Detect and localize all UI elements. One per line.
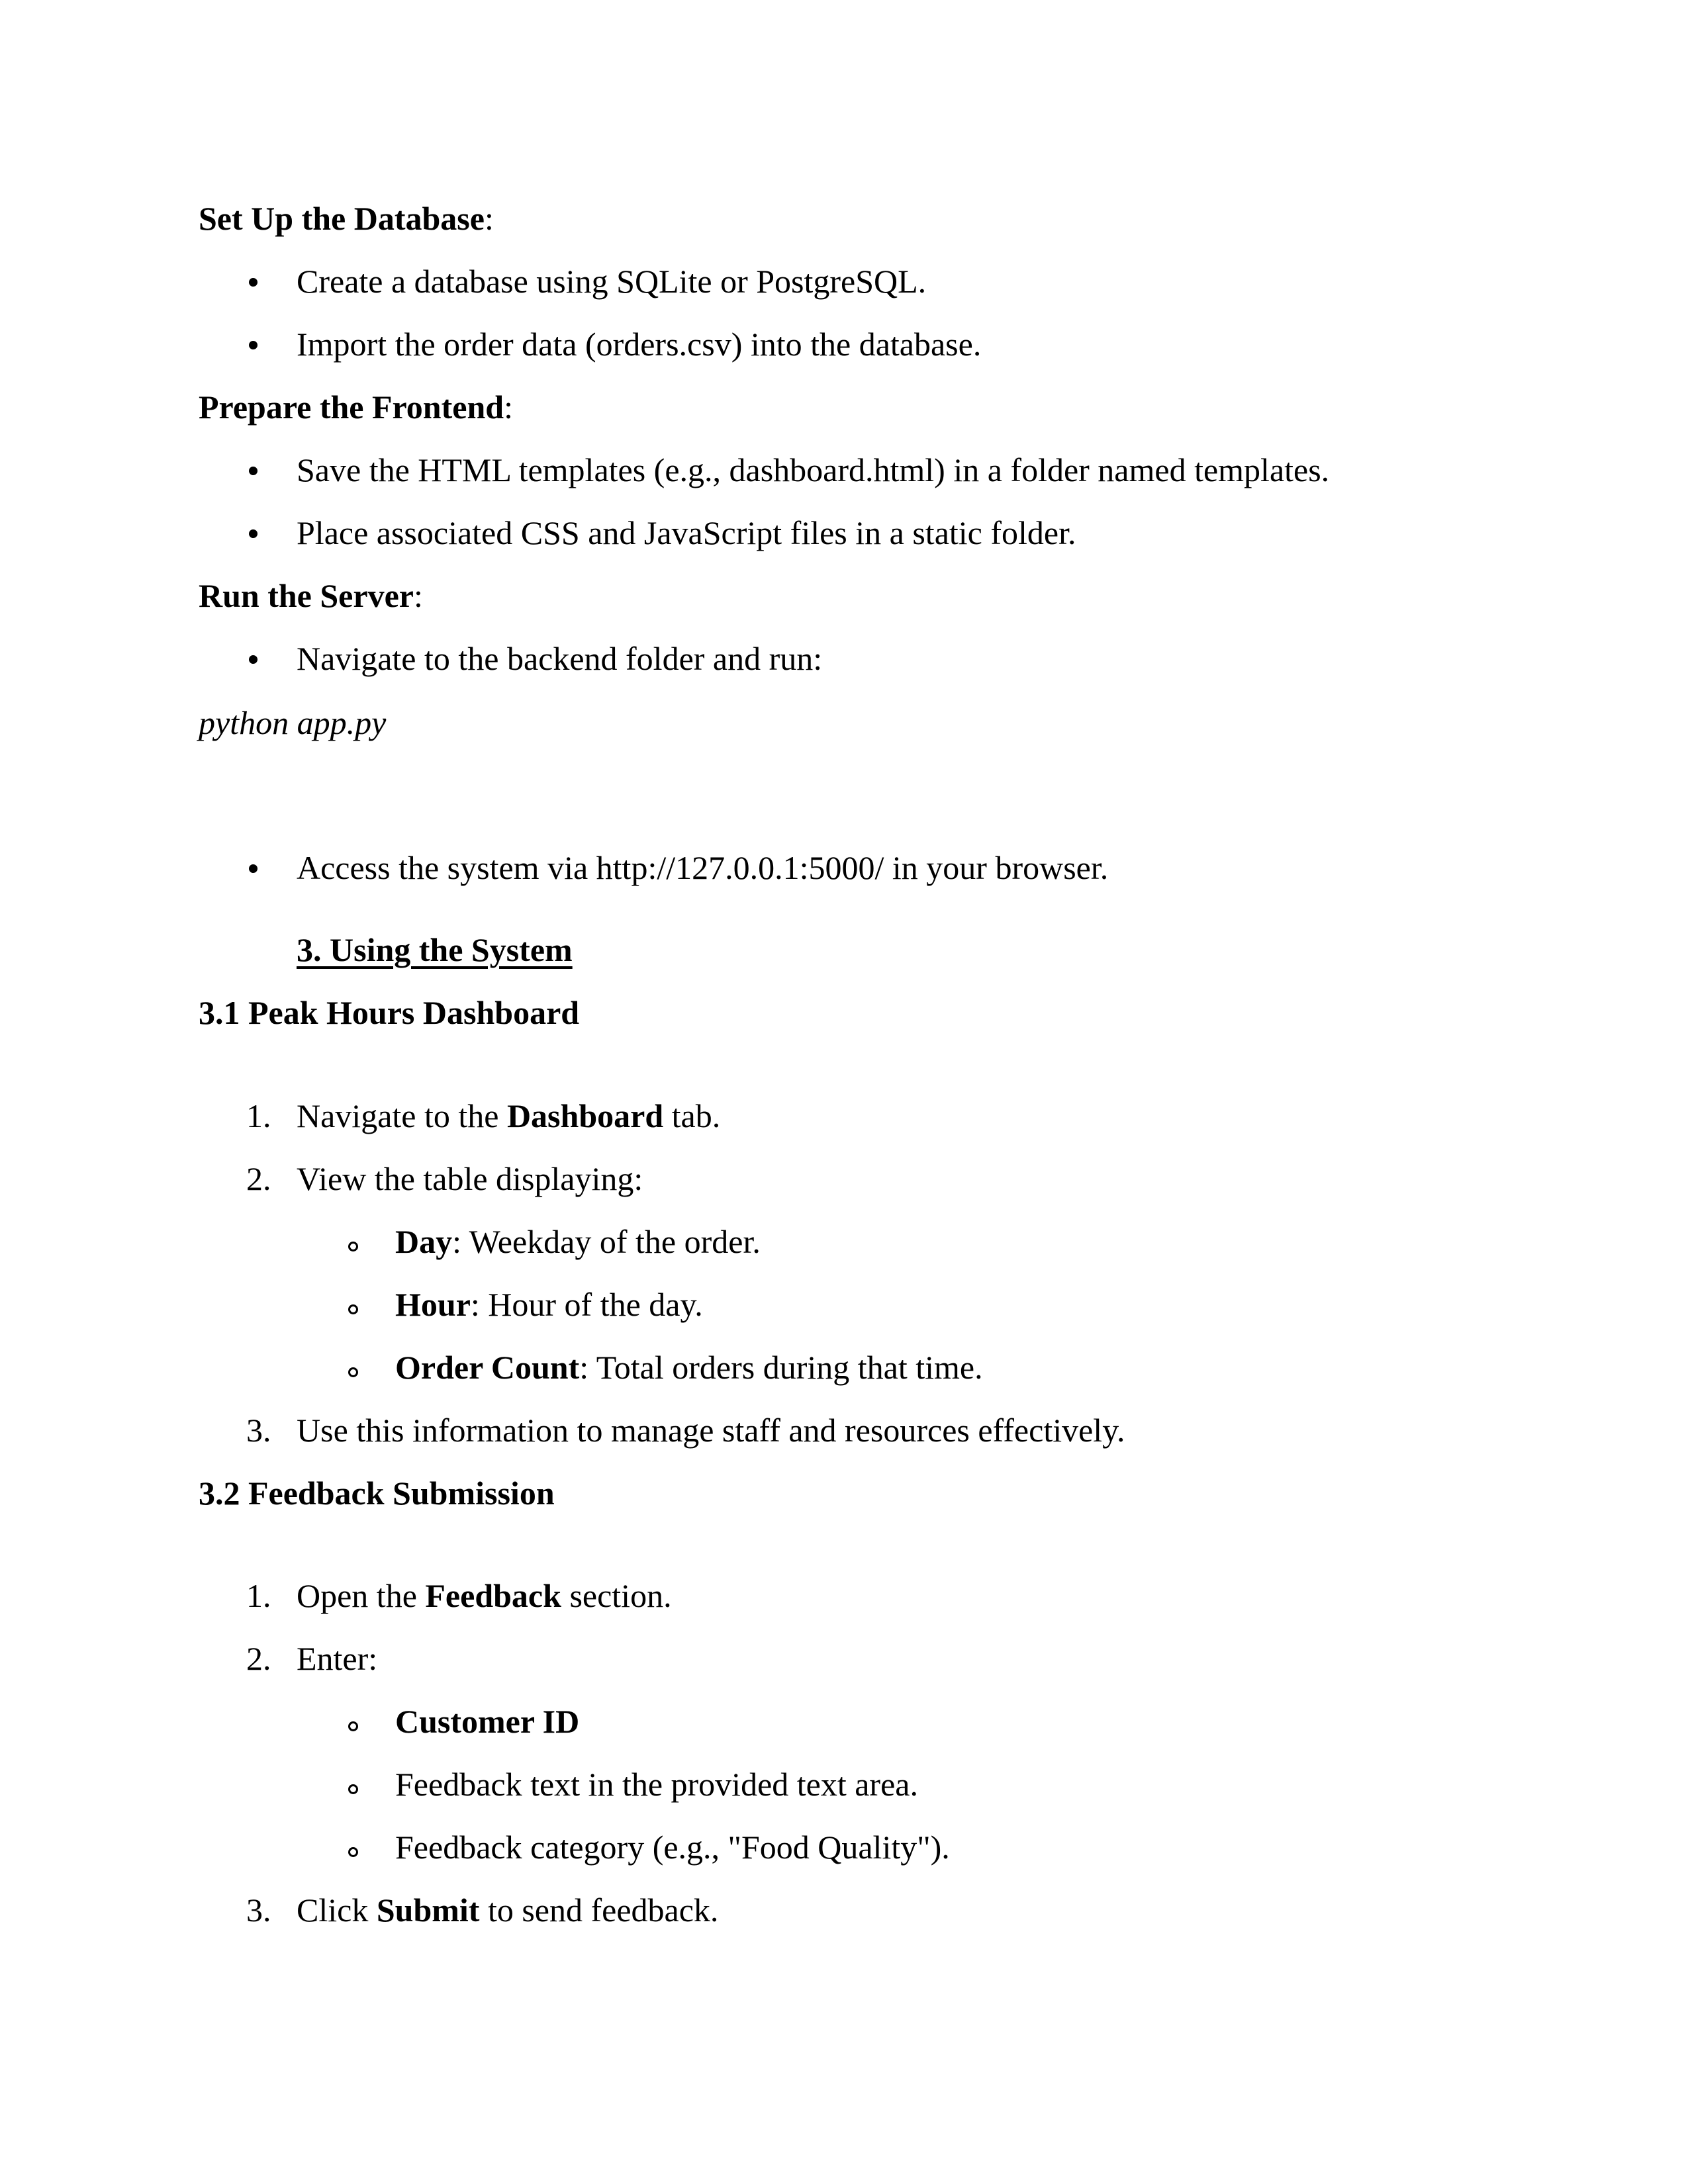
sub-item-text: : Total orders during that time.	[579, 1349, 983, 1386]
list-item	[297, 1096, 720, 1136]
list-item-text: section.	[561, 1577, 672, 1614]
sub-item-label: Order Count	[395, 1349, 580, 1386]
heading-colon: :	[484, 200, 494, 237]
section-heading-server	[199, 576, 423, 615]
section-title-using-system: 3. Using the System	[297, 931, 573, 968]
list-number: 1.	[246, 1577, 271, 1614]
bullet-icon	[249, 467, 258, 475]
section-heading-frontend	[199, 387, 513, 427]
heading-text: Run the Server	[199, 577, 414, 614]
list-item-text: tab.	[663, 1097, 721, 1134]
list-item-text: to send feedback.	[479, 1891, 719, 1929]
command-text: python app.py	[199, 704, 387, 741]
circle-bullet-icon	[348, 1242, 358, 1251]
list-item-text: Navigate to the	[297, 1097, 507, 1134]
sub-item-text: Feedback text in the provided text area.	[395, 1766, 918, 1803]
heading-colon: :	[413, 577, 423, 614]
list-item: Navigate to the backend folder and run:	[297, 640, 823, 677]
list-item	[297, 1576, 672, 1615]
list-item: Place associated CSS and JavaScript files in a static folder.	[297, 514, 1076, 551]
list-item: Create a database using SQLite or PostgreSQL.	[297, 263, 927, 300]
bullet-icon	[249, 655, 258, 664]
sub-list-item	[395, 1827, 950, 1867]
section-heading-database	[199, 199, 494, 238]
subsection-heading-feedback: 3.2 Feedback Submission	[199, 1475, 555, 1512]
circle-bullet-icon	[348, 1367, 358, 1377]
list-item: Access the system via http://127.0.0.1:5000/ in your browser.	[297, 849, 1109, 886]
subsection-heading-peak-hours: 3.1 Peak Hours Dashboard	[199, 994, 580, 1031]
list-item-bold: Submit	[376, 1891, 480, 1929]
sub-list-item	[395, 1702, 579, 1741]
list-item: Enter:	[297, 1640, 378, 1677]
heading-text: Set Up the Database	[199, 200, 485, 237]
list-number: 2.	[246, 1160, 271, 1197]
sub-list-item	[395, 1285, 703, 1324]
list-number: 3.	[246, 1891, 271, 1929]
circle-bullet-icon	[348, 1847, 358, 1857]
list-item: View the table displaying:	[297, 1160, 643, 1197]
list-number: 2.	[246, 1640, 271, 1677]
sub-item-label: Hour	[395, 1286, 471, 1323]
sub-list-item	[395, 1222, 761, 1261]
bullet-icon	[249, 341, 258, 349]
list-item-text: Open the	[297, 1577, 426, 1614]
list-item-text: Click	[297, 1891, 377, 1929]
list-item: Use this information to manage staff and resources effectively.	[297, 1412, 1125, 1449]
bullet-icon	[249, 529, 258, 538]
bullet-icon	[249, 278, 258, 287]
list-item	[297, 1890, 718, 1930]
heading-text: Prepare the Frontend	[199, 388, 504, 426]
sub-list-item	[395, 1764, 918, 1804]
circle-bullet-icon	[348, 1784, 358, 1794]
list-item: Import the order data (orders.csv) into the database.	[297, 326, 982, 363]
list-number: 3.	[246, 1412, 271, 1449]
list-number: 1.	[246, 1097, 271, 1134]
list-item-bold: Feedback	[425, 1577, 561, 1614]
list-item: Save the HTML templates (e.g., dashboard.html) in a folder named templates.	[297, 451, 1330, 488]
sub-item-label: Day	[395, 1223, 453, 1260]
sub-list-item	[395, 1347, 983, 1387]
circle-bullet-icon	[348, 1304, 358, 1314]
sub-item-label: Customer ID	[395, 1703, 580, 1740]
heading-colon: :	[504, 388, 513, 426]
sub-item-text: Feedback category (e.g., "Food Quality").	[395, 1829, 950, 1866]
list-item-bold: Dashboard	[506, 1097, 664, 1134]
bullet-icon	[249, 864, 258, 873]
sub-item-text: : Weekday of the order.	[452, 1223, 761, 1260]
sub-item-text: : Hour of the day.	[470, 1286, 703, 1323]
circle-bullet-icon	[348, 1721, 358, 1731]
